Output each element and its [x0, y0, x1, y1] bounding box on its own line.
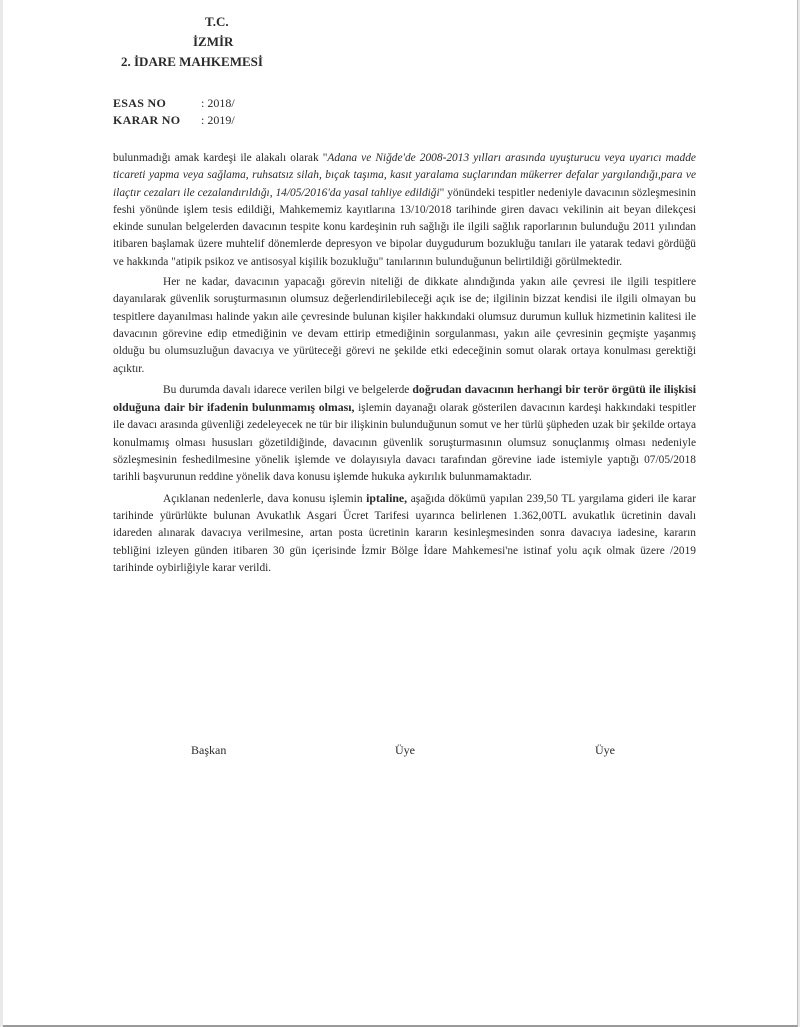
paragraph-3-text-c: işlemin dayanağı olarak gösterilen davacının kardeşi hakkındaki tespitler ile davacı arasında güvenliği zedeleyecek ne tür bir ilişkinin bulunduğunun somut ve her türlü şüpheden uzak bir şekilde ortaya konulmamış olması hususları gözetildiğinde, davacının güvenlik soruşturmasının olumsuz sonuçlanmış olması nedeniyle sözleşmesinin feshedilmesine yönelik işlemde ve dolayısıyla davacı tarafından görevine iade istemiyle yaptığı 07/05/2018 tarihli başvurunun reddine yönelik dava konusu işlemde hukuka aykırılık bulunmamaktadır. — [113, 402, 696, 484]
paragraph-2: Her ne kadar, davacının yapacağı görevin niteliği de dikkate alındığında yakın aile çevresi ile ilgili tespitlere dayanılarak güvenlik soruşturmasının olumsuz değerlendirilebileceği açık ise de; ilgilinin bizzat kendisi ile ilgili olmayan bu tespitlere dayanılması halinde yakın aile çevresinde bulunan kişiler hakkındaki olumsuz durumun kulluk hizmetinin kalitesi ile davacının görevine edip etmediğinin ve devam ettirip etmediğinin sorgulanması, yakın aile çevresinin geçmişte yaşanmış olduğu bu olumsuzluğun davacıya ve yürüteceği görevi ne şekilde etki edeceğinin somut olarak ortaya konulması gerektiği açıktır. — [113, 276, 696, 375]
header-city: İZMİR — [193, 34, 234, 49]
document-page — [3, 0, 798, 1027]
paragraph-3-emphasis: doğrudan davacının herhangi bir terör örgütü ile ilişkisi olduğuna dair bir ifadenin bulunmamış olması, — [113, 381, 697, 415]
paragraph-4 — [113, 490, 696, 577]
karar-label: KARAR NO — [113, 113, 181, 127]
decision-body — [113, 150, 696, 580]
esas-row — [113, 95, 235, 112]
esas-value: : 2018/ — [201, 96, 235, 110]
header-court-name: 2. İDARE MAHKEMESİ — [121, 54, 263, 69]
paragraph-3 — [113, 381, 696, 487]
karar-row — [113, 112, 235, 129]
paragraph-4-text-a: Açıklanan nedenlerle, dava konusu işlemin — [163, 492, 367, 505]
paragraph-1-text-a: bulunmadığı amak kardeşi ile alakalı olarak " — [113, 152, 328, 164]
paragraph-4-text-c: aşağıda dökümü yapılan 239,50 TL yargılama gideri ile karar tarihinde yürürlükte bulunan Avukatlık Asgari Ücret Tarifesi uyarınca belirlenen 1.362,00TL avukatlık ücretinin davalı idareden alınarak davacıya verilmesine, artan posta ücretinin kararın kesinleşmesinden sonra davacıya iadesine, kararın tebliğini izleyen günden itibaren 30 gün içerisinde İzmir Bölge İdare Mahkemesi'ne istinaf yolu açık olmak üzere /2019 tarihinde oybirliğiyle karar verildi. — [113, 492, 696, 574]
court-header — [121, 12, 371, 72]
paragraph-3-text-a: Bu durumda davalı idarece verilen bilgi ve belgelerde — [163, 383, 413, 396]
paragraph-1 — [113, 150, 696, 271]
karar-value: : 2019/ — [201, 113, 235, 127]
header-tc: T.C. — [205, 14, 229, 29]
paragraph-1-text-c: " yönündeki tespitler nedeniyle davacının sözleşmesinin feshi yönünde işlem tesis edildiği, Mahkememiz kayıtlarına 13/10/2018 tarihinde giren davacı vekilinin ait beyan dilekçesi ekinde sunulan belgelerden davacının tespite konu kardeşinin ruh sağlığı ile ilgili sağlık raporlarının bulunduğu 2011 yılından itibaren başlamak üzere muhtelif dönemlerde depresyon ve bipolar duygudurum bozukluğu tanıları ile yatarak tedavi gördüğü ve hakkında "atipik psikoz ve antisosyal kişilik bozukluğu" tanılarının bulunduğunun belirtildiği görülmektedir. — [113, 186, 696, 268]
signature-chair: Başkan — [191, 743, 227, 757]
signature-member-2: Üye — [595, 743, 615, 757]
esas-label: ESAS NO — [113, 96, 167, 110]
signature-member-1: Üye — [395, 743, 415, 757]
paragraph-1-quote: Adana ve Niğde'de 2008-2013 yılları arasında uyuşturucu veya uyarıcı madde ticareti yapma veya sağlama, ruhsatsız silah, bıçak taşıma, kasıt yaralama suçlarından mükerrer defalar yargılandığı,para ve ilaçtır cezaları ile cezalandırıldığı, 14/05/2016'da yasal tahliye edildiği — [113, 152, 696, 199]
case-info — [113, 95, 235, 129]
paragraph-4-emphasis: iptaline, — [366, 490, 408, 505]
